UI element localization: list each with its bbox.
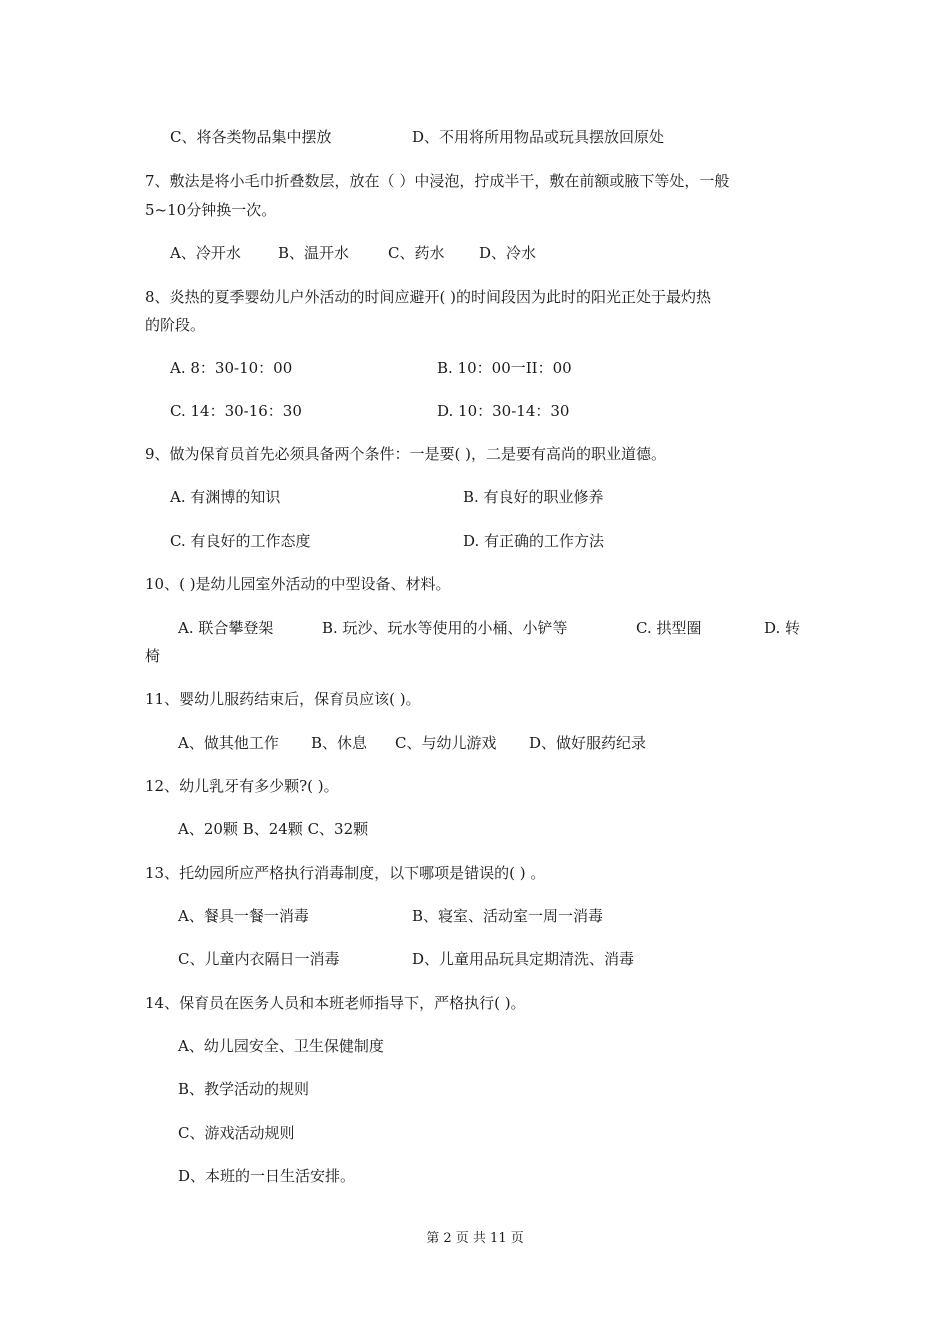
q14-option-c: C、游戏活动规则: [178, 1124, 295, 1142]
q8-option-d: D. 10：30-14：30: [437, 402, 570, 420]
q8-option-c: C. 14：30-16：30: [170, 402, 302, 420]
q7-option-b: B、温开水: [278, 244, 350, 262]
q11-option-b: B、休息: [311, 734, 368, 752]
q11-option-a: A、做其他工作: [178, 734, 279, 752]
q10-option-d-part1: D. 转: [764, 619, 801, 637]
q7-option-d: D、冷水: [479, 244, 537, 262]
q7-stem-line1: 7、敷法是将小毛巾折叠数层，放在（ ）中浸泡，拧成半干，敷在前额或腋下等处，一般: [145, 172, 730, 190]
q9-option-a: A. 有渊博的知识: [170, 488, 281, 506]
q14-option-b: B、教学活动的规则: [178, 1080, 310, 1098]
q8-stem-line2: 的阶段。: [145, 316, 206, 334]
q10-stem: 10、( )是幼儿园室外活动的中型设备、材料。: [145, 575, 451, 593]
q13-stem: 13、托幼园所应严格执行消毒制度，以下哪项是错误的( ) 。: [145, 864, 546, 882]
q7-option-c: C、药水: [388, 244, 445, 262]
q10-option-c: C. 拱型圈: [636, 619, 702, 637]
q13-option-a: A、餐具一餐一消毒: [178, 907, 309, 925]
q9-option-d: D. 有正确的工作方法: [463, 532, 605, 550]
q12-stem: 12、幼儿乳牙有多少颗?( )。: [145, 777, 339, 795]
q14-option-d: D、本班的一日生活安排。: [178, 1167, 356, 1185]
page-number-footer: 第 2 页 共 11 页: [426, 1231, 524, 1246]
q7-stem-line2: 5~10分钟换一次。: [145, 201, 277, 219]
q11-option-d: D、做好服药纪录: [529, 734, 647, 752]
q13-option-d: D、儿童用品玩具定期清洗、消毒: [412, 950, 635, 968]
q12-options: A、20颗 B、24颗 C、32颗: [178, 820, 369, 838]
q14-stem: 14、保育员在医务人员和本班老师指导下，严格执行( )。: [145, 994, 526, 1012]
q14-option-a: A、幼儿园安全、卫生保健制度: [178, 1037, 384, 1055]
q7-option-a: A、冷开水: [170, 244, 241, 262]
q9-option-b: B. 有良好的职业修养: [463, 488, 604, 506]
q8-option-b: B. 10：00一II：00: [437, 359, 572, 377]
q13-option-c: C、儿童内衣隔日一消毒: [178, 950, 340, 968]
q6-option-c: C、将各类物品集中摆放: [170, 128, 332, 146]
q10-option-a: A. 联合攀登架: [178, 619, 274, 637]
q9-stem: 9、做为保育员首先必须具备两个条件：一是要( )，二是要有高尚的职业道德。: [145, 445, 667, 463]
q8-stem-line1: 8、炎热的夏季婴幼儿户外活动的时间应避开( )的时间段因为此时的阳光正处于最灼热: [145, 288, 712, 306]
q8-option-a: A. 8：30-10：00: [170, 359, 293, 377]
q11-stem: 11、婴幼儿服药结束后，保育员应该( )。: [145, 690, 421, 708]
q9-option-c: C. 有良好的工作态度: [170, 532, 311, 550]
q11-option-c: C、与幼儿游戏: [395, 734, 497, 752]
q13-option-b: B、寝室、活动室一周一消毒: [412, 907, 604, 925]
q10-option-d-part2: 椅: [145, 647, 161, 665]
q6-option-d: D、不用将所用物品或玩具摆放回原处: [412, 128, 665, 146]
q10-option-b: B. 玩沙、玩水等使用的小桶、小铲等: [322, 619, 568, 637]
